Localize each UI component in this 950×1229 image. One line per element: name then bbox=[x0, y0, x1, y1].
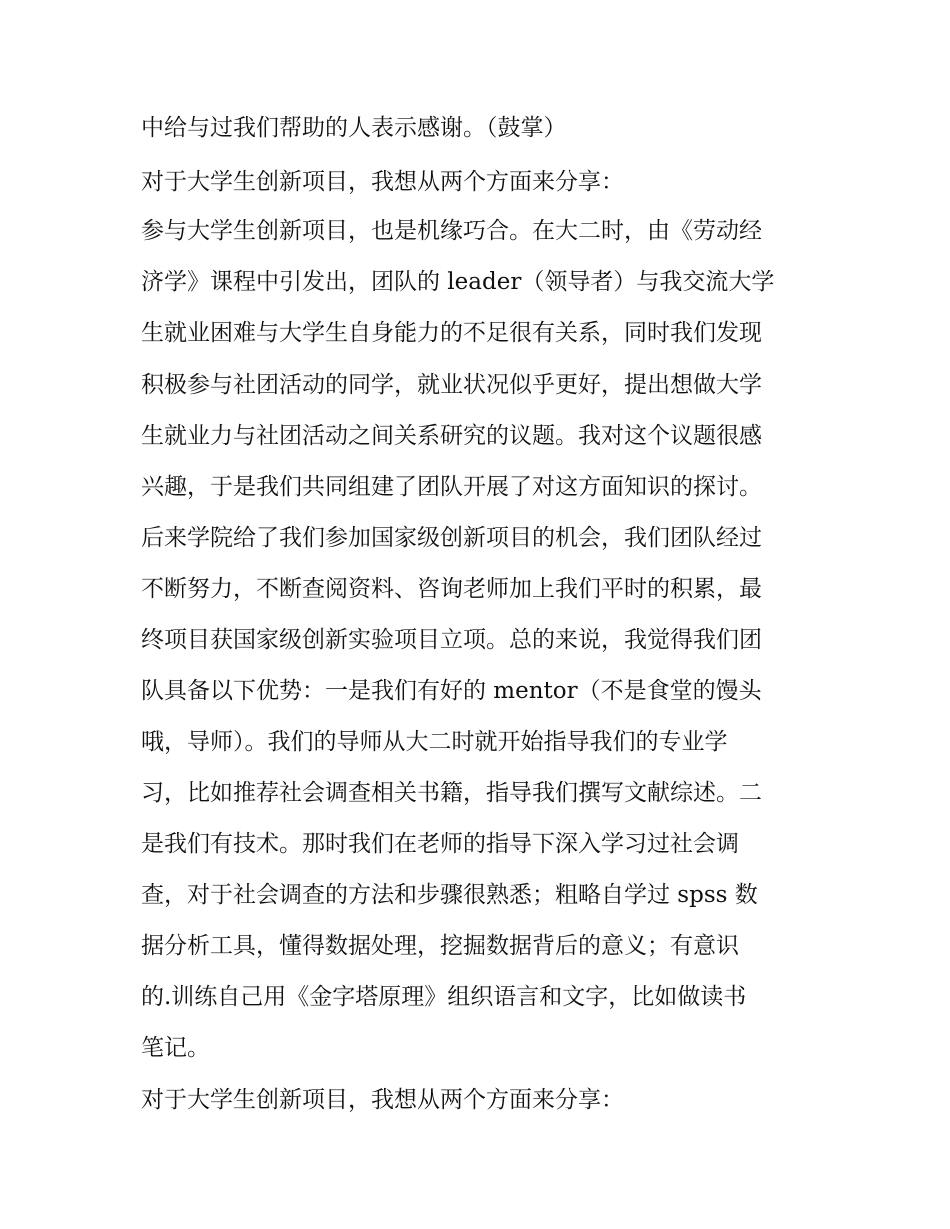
paragraph-line: 生就业力与社团活动之间关系研究的议题。我对这个议题很感 bbox=[141, 423, 762, 449]
paragraph-line: 积极参与社团活动的同学，就业状况似乎更好，提出想做大学 bbox=[141, 372, 762, 398]
paragraph-line: 终项目获国家级创新实验项目立项。总的来说，我觉得我们团 bbox=[141, 627, 762, 653]
paragraph-line: 队具备以下优势：一是我们有好的 mentor（不是食堂的馒头 bbox=[141, 678, 762, 704]
paragraph-line: 的.训练自己用《金字塔原理》组织语言和文字，比如做读书 bbox=[141, 984, 747, 1010]
paragraph-line: 笔记。 bbox=[141, 1035, 210, 1061]
paragraph-line: 兴趣，于是我们共同组建了团队开展了对这方面知识的探讨。 bbox=[141, 474, 762, 500]
paragraph-line: 生就业困难与大学生自身能力的不足很有关系，同时我们发现 bbox=[141, 320, 762, 346]
paragraph-line: 参与大学生创新项目，也是机缘巧合。在大二时，由《劳动经 bbox=[141, 218, 762, 244]
paragraph-line: 哦，导师）。我们的导师从大二时就开始指导我们的专业学 bbox=[141, 729, 728, 755]
paragraph-line: 中给与过我们帮助的人表示感谢。（鼓掌） bbox=[141, 115, 567, 141]
paragraph-line: 习，比如推荐社会调查相关书籍，指导我们撰写文献综述。二 bbox=[141, 780, 762, 806]
paragraph-line: 济学》课程中引发出，团队的 leader（领导者）与我交流大学 bbox=[141, 269, 775, 295]
paragraph-line: 查，对于社会调查的方法和步骤很熟悉；粗略自学过 spss 数 bbox=[141, 882, 758, 908]
paragraph-line: 后来学院给了我们参加国家级创新项目的机会，我们团队经过 bbox=[141, 525, 762, 551]
paragraph-line: 对于大学生创新项目，我想从两个方面来分享： bbox=[141, 1087, 624, 1113]
paragraph-line: 不断努力，不断查阅资料、咨询老师加上我们平时的积累，最 bbox=[141, 576, 762, 602]
paragraph-line: 据分析工具，懂得数据处理，挖掘数据背后的意义；有意识 bbox=[141, 933, 739, 959]
paragraph-line: 是我们有技术。那时我们在老师的指导下深入学习过社会调 bbox=[141, 831, 739, 857]
paragraph-line: 对于大学生创新项目，我想从两个方面来分享： bbox=[141, 169, 624, 195]
